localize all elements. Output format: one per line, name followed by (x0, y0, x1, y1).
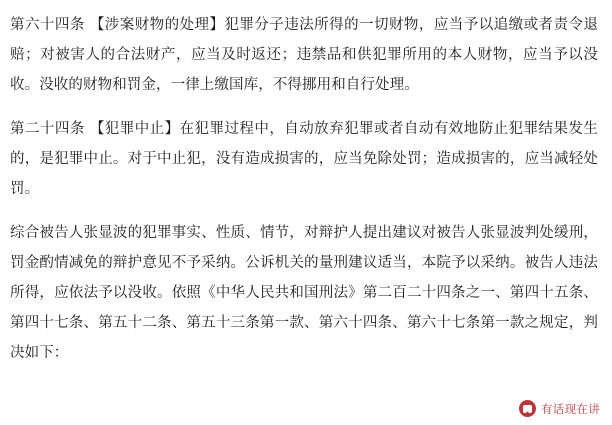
speech-bubble-icon (519, 400, 536, 417)
watermark-label: 有话现在讲 (541, 401, 600, 416)
watermark (519, 400, 600, 417)
paragraph-article-64: 第六十四条 【涉案财物的处理】犯罪分子违法所得的一切财物，应当予以追缴或者责令退赔；对被害人的合法财产，应当及时返还；违禁品和供犯罪所用的本人财物，应当予以没收。没收的财物和罚金，一律上缴国库，不得挪用和自行处理。 (10, 17, 598, 93)
paragraph-judgment-reasoning: 综合被告人张显波的犯罪事实、性质、情节，对辩护人提出建议对被告人张显波判处缓刑，罚金酌情减免的辩护意见不予采纳。公诉机关的量刑建议适当，本院予以采纳。被告人违法所得，应依法予以没收。依照《中华人民共和国刑法》第二百二十四条之一、第四十五条、第四十七条、第五十二条、第五十三条第一款、第六十四条、第六十七条第一款之规定，判决如下： (10, 225, 598, 361)
paragraph-article-24: 第二十四条 【犯罪中止】在犯罪过程中，自动放弃犯罪或者自动有效地防止犯罪结果发生的，是犯罪中止。对于中止犯，没有造成损害的，应当免除处罚；造成损害的，应当减轻处罚。 (10, 121, 598, 197)
